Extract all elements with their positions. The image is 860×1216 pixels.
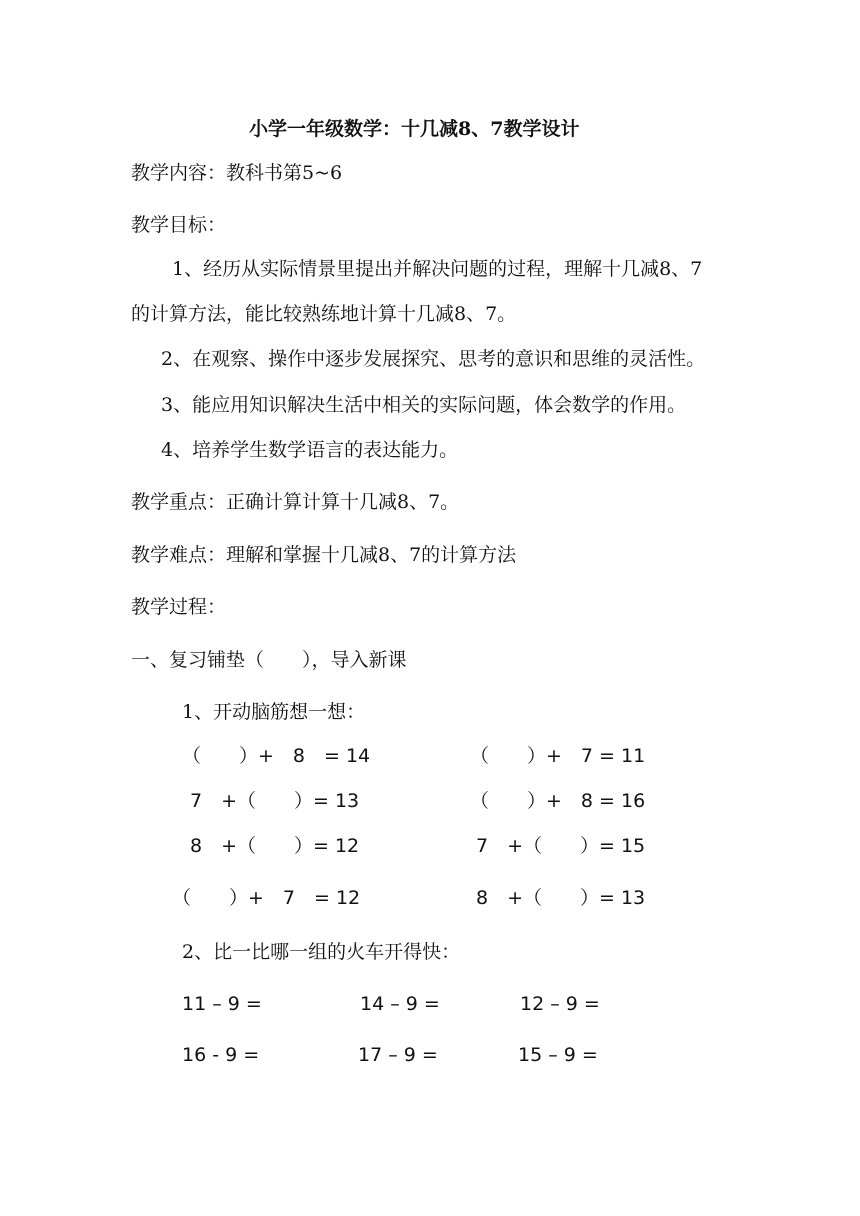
difficulty: 教学难点：理解和掌握十几减8、7的计算方法 (131, 544, 517, 566)
addition-left-2: 7 +（ ）= 13 (190, 790, 360, 812)
addition-right-2: （ ）+ 8 = 16 (470, 790, 646, 812)
task-1: 1、开动脑筋想一想： (182, 701, 366, 723)
subtraction-4: 16 - 9 = (182, 1044, 260, 1066)
goal-4: 4、培养学生数学语言的表达能力。 (161, 439, 459, 461)
goals-heading: 教学目标： (131, 214, 227, 236)
addition-left-4: （ ）+ 7 = 12 (172, 887, 361, 909)
addition-left-3: 8 +（ ）= 12 (190, 835, 360, 857)
addition-left-1: （ ）+ 8 = 14 (182, 745, 371, 767)
goal-2: 2、在观察、操作中逐步发展探究、思考的意识和思维的灵活性。 (161, 348, 706, 370)
goal-1: 1、经历从实际情景里提出并解决问题的过程，理解十几减8、7 (172, 258, 703, 280)
teaching-content: 教学内容：教科书第5~6 (131, 162, 343, 184)
section-1-heading: 一、复习铺垫（ ），导入新课 (131, 649, 407, 671)
task-2: 2、比一比哪一组的火车开得快： (182, 941, 461, 963)
subtraction-6: 15 – 9 = (518, 1044, 598, 1066)
subtraction-2: 14 – 9 = (360, 993, 440, 1015)
process-heading: 教学过程： (131, 596, 227, 618)
addition-right-1: （ ）+ 7 = 11 (470, 745, 646, 767)
addition-right-3: 7 +（ ）= 15 (476, 835, 646, 857)
subtraction-5: 17 – 9 = (358, 1044, 438, 1066)
key-point: 教学重点：正确计算计算十几减8、7。 (131, 491, 460, 513)
document-title: 小学一年级数学：十几减8、7教学设计 (249, 118, 580, 140)
subtraction-1: 11 – 9 = (182, 993, 262, 1015)
addition-right-4: 8 +（ ）= 13 (476, 887, 646, 909)
goal-3: 3、能应用知识解决生活中相关的实际问题，体会数学的作用。 (161, 394, 687, 416)
goal-1-continued: 的计算方法，能比较熟练地计算十几减8、7。 (131, 303, 517, 325)
subtraction-3: 12 – 9 = (520, 993, 600, 1015)
